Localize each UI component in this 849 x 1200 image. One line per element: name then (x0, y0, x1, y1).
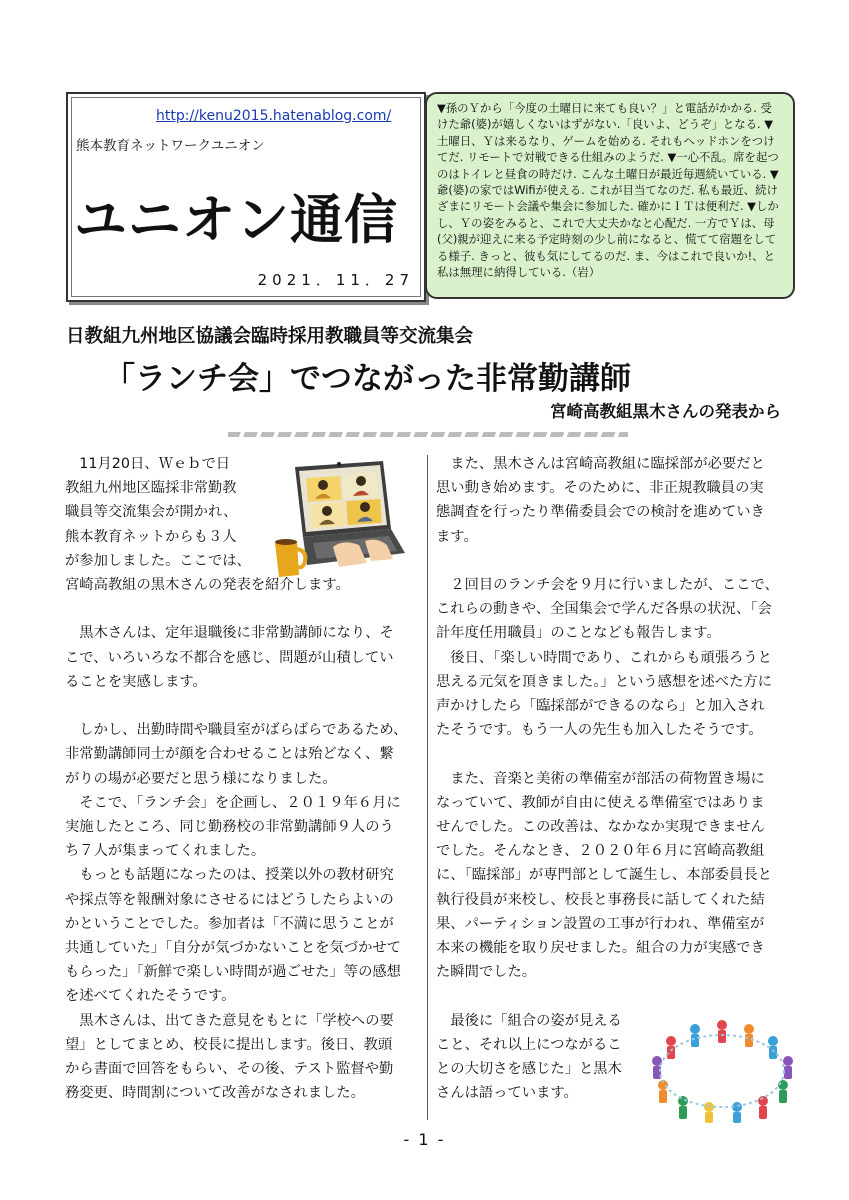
article-line: 宮崎高教組の黒木さんの発表を紹介します。 (65, 577, 350, 594)
article-line: ち７人が集まってくれました。 (65, 843, 266, 860)
article-line: ２回目のランチ会を９月に行いましたが、ここで、 (436, 577, 779, 593)
article-line: また、黒木さんは宮崎高教組に臨採部が必要だと (436, 456, 765, 472)
article-line: さんは語っています。 (436, 1085, 578, 1102)
article-line: 執行役員が来校し、校長と事務長に話してくれた結 (436, 891, 765, 908)
organization-name: 熊本教育ネットワークユニオン (76, 138, 265, 154)
article-line (436, 984, 798, 1008)
article-line: 後日、「楽しい時間であり、これからも頑張ろうと (436, 649, 772, 666)
article-line: に、「臨採部」が専門部として誕生し、本部委員長と (436, 867, 772, 884)
article-line: 黒木さんは、出てきた意見をもとに「学校への要 (65, 1012, 394, 1029)
article-line: もっとも話題になったのは、授業以外の教材研究 (65, 867, 394, 884)
article-line: 望」としてまとめ、校長に提出します。後日、教頭 (65, 1036, 393, 1053)
article-line: もらった」「新鮮で楽しい時間が過ごせた」等の感想 (65, 964, 401, 981)
blog-url-link[interactable]: http://kenu2015.hatenablog.com/ (156, 108, 392, 124)
article-line: 非常勤講師同士が顔を合わせることは殆どなく、繋 (65, 746, 394, 763)
masthead-box (66, 92, 426, 302)
article-line: こで、いろいろな不都合を感じ、問題が山積してい (65, 649, 394, 666)
article-subhead: 宮崎高教組黒木さんの発表から (550, 402, 781, 421)
article-line: でした。そんなとき、２０２０年６月に宮崎高教組 (436, 843, 765, 860)
article-line: そこで、「ランチ会」を企画し、２０１９年６月に (65, 794, 401, 811)
article-line: た瞬間でした。 (436, 964, 537, 981)
column-box: ▼孫のＹから「今度の土曜日に来ても良い？」と電話がかかる. 受けた爺(婆)が嬉しくないはずがない.「良いよ、どうぞ」となる. ▼土曜日、Ｙは来るなり、ゲームを始める. それもヘッドホンをつけてだ. リモートで対戦できる仕組みのようだ. ▼一心不乱。席を起つのはトイレと昼食の時だけ. こんな土曜日が最近毎週続いている. ▼爺(婆)の家ではWifiが使える. これが目当てなのだ. 私も最近、続けざまにリモート会議や集会に参加した. 確かにＩＴは便利だ. ▼しかし、Ｙの姿をみると、これで大丈夫かなと心配だ. 一方でＹは、母(父)親が迎えに来る予定時刻の少し前になると、慌てて宿題をしてる様子. きっと、彼も気にしてるのだ. ま、今はこれで良いか!、と私は無理に納得している.（岩） (425, 92, 795, 299)
article-headline: 「ランチ会」でつながった非常勤講師 (104, 361, 631, 397)
article-line: かということでした。参加者は「不満に思うことが (65, 915, 394, 932)
article-line: ることを実感します。 (65, 673, 207, 690)
article-line: 務変更、時間割について改善がなされました。 (65, 1085, 365, 1102)
article-line (436, 742, 798, 766)
article-line (436, 549, 798, 573)
column-divider (427, 455, 428, 1120)
article-line: 思える元気を頂きました。」という感想を述べた方に (436, 673, 772, 690)
newsletter-title: ユニオン通信 (74, 190, 398, 251)
article-line: 態調査を行ったり準備委員会での検討を進めていき (436, 504, 765, 521)
article-line: を述べてくれたそうです。 (65, 988, 236, 1005)
article-line: 教組九州地区臨採非常勤教 (65, 480, 237, 497)
article-line: との大切さを感じた」と黒木 (436, 1061, 622, 1078)
article-line: こと、それ以上につながるこ (436, 1036, 622, 1053)
article-line (65, 597, 425, 621)
article-line: また、音楽と美術の準備室が部活の荷物置き場に (436, 770, 765, 787)
article-line: しかし、出勤時間や職員室がばらばらであるため、 (65, 722, 408, 739)
article-line: なっていて、教師が自由に使える準備室ではありま (436, 794, 765, 811)
article-line: 11月20日、Ｗｅｂで日 (65, 456, 231, 472)
article-line: や採点等を報酬対象にさせるにはどうしたらよいの (65, 891, 394, 908)
article-line: が参加しました。ここでは、 (65, 552, 251, 569)
article-line: から書面で回答をもらい、その後、テスト監督や勤 (65, 1061, 394, 1078)
article-kicker: 日教組九州地区協議会臨時採用教職員等交流集会 (66, 326, 474, 347)
issue-date: 2021．11．27 (257, 271, 414, 289)
decorative-rule (228, 432, 628, 437)
article-line: ます。 (436, 528, 478, 545)
article-line: 声かけしたら「臨採部ができるのなら」と加入され (436, 698, 765, 715)
article-line: 職員等交流集会が開かれ、 (65, 504, 238, 521)
article-line: 本来の機能を取り戻せました。組合の力が実感でき (436, 940, 765, 957)
article-line: 計年度任用職員」のことなども報告します。 (436, 625, 721, 642)
article-right-column (436, 452, 798, 1105)
article-line: これらの動きや、全国集会で学んだ各県の状況、「会 (436, 601, 772, 618)
article-line: 黒木さんは、定年退職後に非常勤講師になり、そ (65, 625, 394, 642)
page-number: - 1 - (403, 1130, 446, 1149)
article-line: せんでした。この改善は、なかなか実現できません (436, 819, 765, 836)
article-left-column (65, 452, 425, 1105)
article-line: 実施したところ、同じ勤務校の非常勤講師９人のう (65, 819, 394, 836)
article-line: 熊本教育ネットからも３人 (65, 528, 237, 545)
article-line: たそうです。もう一人の先生も加入したそうです。 (436, 722, 763, 739)
article-line: 果、パーティション設置の工事が行われ、準備室が (436, 915, 765, 932)
article-line: がりの場が必要だと思う様になりました。 (65, 770, 337, 787)
article-line: 思い動き始めます。そのために、非正規教職員の実 (436, 480, 764, 497)
article-line: 共通していた」「自分が気づかないことを気づかせて (65, 940, 401, 957)
article-line (65, 694, 425, 718)
article-line: 最後に「組合の姿が見える (436, 1012, 622, 1029)
